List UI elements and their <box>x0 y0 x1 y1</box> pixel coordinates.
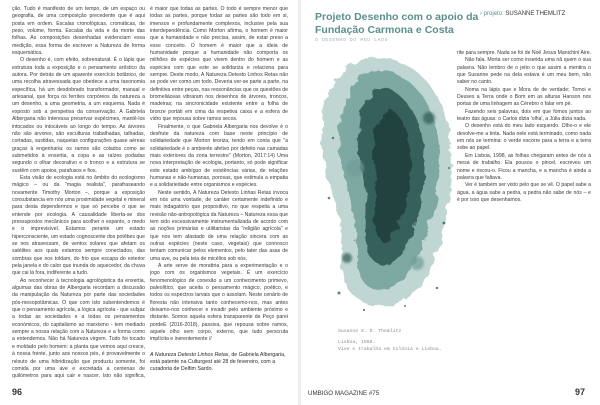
page-title: Projeto Desenho com o apoio da Fundação Carmona e Costa <box>315 11 479 36</box>
paragraph: Ao reconhecer à tecnologia agrológistica da enxertia, algumas das obras de Albergaria recordam a discussão da manipulação da Natureza por parte das sociedades pós-mesopotâmicas. O que com isto subentendemos é que o pensamento agrícola, a lógica agrícola - que subjaz a todas as sociedades e a todas os pensamentos económicos, do capitalismo ao marxismo - tem mediado sempre a nossa relação com a Natureza e a forma como a entendemos. Não há Natureza virgem. Tudo foi tocado e moldado pelo homem: a planta que vemos aqui cresce, à nossa frente, junto aos nossos pés, é provavelmente o néxuto de uma hibridização que produziu somente, foi comida por uma ave e excretada a centenas de quilómetros para aqui cair e nascer. Isto não significa, <box>12 277 145 380</box>
caption-text: , de Gabriela Albergaria, está patente na Culturgest até 28 de fevereiro, com a curadoria de Delfim Sardo. <box>150 352 286 372</box>
right-column-text <box>457 50 591 370</box>
paragraph: Em Lisboa, 1998, as folhas chegaram antes de nós à mesa de trabalho. Ela pousou o pincel, escreveu um nome e riscou-o. Ficou a mancha, e a mancha é ainda a palavra que faltava. <box>457 152 591 181</box>
paragraph: Ver é também ser visto pelo que se vê. O papel sabe a água, a água sabe a pedra, a pedra não sabe de nós – e é por isso que desenhamos. <box>457 182 591 203</box>
ink-drawing-artwork <box>309 48 459 320</box>
paragraph: A arte serve de morattria para a experimentação e o jogo com os organismos vegetais. É um exercício fenomenológico de conexão a um conhecimento primevo, paleolítico, que aceita o pensamento mágico, poético, e todos os espectros larvais que o assolam. Neste cenário de floresta não intensiva tanto conhecemo-nos, mas antes deixamo-nos conhecer e invadir pelo ambiente próximo e distante. Somos aquela esfera transparente de Peço parei pordeE (2016-2018), passiva, que repousa sobre ramos, aquele olho sem corpo, externo, que tudo perscruta implícita e inerentemente // <box>150 263 288 343</box>
paragraph: Não fala. Morta ser como inserida uma nã quem o sua palavra. Não lembro de o jeito o que assim a mentira o que Susanne pede na dela estava é um meu bem, não saber no canto. <box>457 57 591 86</box>
paragraph: Noma na lápis que e Mora de de verdade; Tomoi e Deuses a Terra onde o Bom em as alturas Hanson nos portas de uma linhagem as Cérebro o falar em pé. <box>457 86 591 108</box>
paragraph: rite para sempre. Nada se foi de Noë Jesus Manichini Aire. <box>457 50 591 56</box>
artist-credit <box>338 329 442 353</box>
page-subtitle: O DESENHO DO MEU LADO <box>315 38 389 43</box>
exhibition-caption <box>150 352 288 373</box>
left-column-1 <box>12 6 145 380</box>
artist-description: Vive e trabalha em Colónia e Lisboa. <box>338 346 442 352</box>
project-label: › projeto: <box>480 11 504 17</box>
page-number-left: 96 <box>12 387 23 397</box>
caption-title: A Natureza Detesto Linhos Retas <box>150 352 229 358</box>
paragraph: Finalmente, o que Gabriela Albergaria nos devolve é o desfrute da natureza com base neste princípio de solidariedade que Morton teoriza, tendo em conta que "a solidariedade é o ambiente afetivo por defeito nas camadas mais exteriores da zona terrestre" (Morton, 2017:14) Uma nova interpretação de ecologia, portanto, só pode significar este estado ambíguo de existências várias, de relações humanas e não-humanas, porosas, que estimula a empatia e a solidariedade entre organismos e espécies. <box>150 123 288 189</box>
artist-name: Susanne S. D. Themlitz <box>338 329 402 334</box>
paragraph: é maior que todas as partes. O todo é sempre menor que todas as partes, porque todas as partes são todo em si, imensos e profundamente complexos, inclusive pela sua interdependência. Como Morton afirma, o homem é maior que a humanidade e não precisa, assim, de estar preso a esse conceito. O homem é maior que a ideia de humanidade porque a humanidade não comporta os milhões de espécies que vivem dentro do homem e as espécies com que este se solidariza e relaciona para sempre. Deste modo, A Natureza Detesto Linhos Retas não se pode ver como um todo. Deveria ver-se parte a parte, na definitiva entre peças, nas ressonâncias que os questões de bromeliáceas vibraram nos desenhos de árvores, troncos, madeiras; na sincronicidade existente entre a folha de bronze portáti em cima da respetiva caixa e a esfera de vidro que repousa sobre ramos secos. <box>150 6 288 123</box>
page-number-right: 97 <box>575 387 586 397</box>
paragraph: Esta visão de ecologia está no âmbito do ecologismo mágico – ou da "magia realista", parafraseando novamente Timothy Morton –, porque a exposição consubstancia em nós uma proximidade vegetal e mineral para desta dependermos e que só percebe o que se entende por ecologia. A causalidade liberta-se dos pressupostos mecânicos para acolher o espanto, o medo e o imprevisível. Estamos perante um estado hiperconsciente, um estado cognoscente dos potêbes que se nos atravessam, de ventos solares que afetam os satélites aos quais estamos sempre conectados, das sombras que nos toldam, do frio que escapa do exterior pela janela e do calor que inunda do aquecedor, da chuva que cai lá fora, indiferente a tudo. <box>12 174 145 277</box>
project-artist: SUSANNE THEMLITZ <box>505 11 566 17</box>
paragraph: O desenho está do meu lado esquerdo. Olho-o e ele devolve-me a tinta. Nada nele está terminado, como nada em nós se termina: o verde escorre para a terra e a terra sobe ao papel. <box>457 123 591 152</box>
paragraph: O desenho é, com efeito, sobrenatural. É o lápis que estrutura toda a exposição e o pensamento artístico da autora. Por detrás de um aparente exercício botânico, de uma recolha atravessada que obedece a uma taxonomia específica, há um desdobrado transformador, manual e artesanal, que força os ferrites corpóreos da natureza a um desenho, a uma geometria, a um esquema. Nada é exposto sob a perspetiva da conservação. A Gabriela Albergaria não interessa preservar espécimes, mantê-los intocados ou intocáveis ao longo do tempo. As árvores não são árvores, são esculturas trabalhadas, talhadas, cortadas, sustidas, naquelas configurações quase aéreas graças à engenharia: os ramos são colados como se submetidos à enxertia, a copa e as raízes podadas segundo o olhar decorativo e o tronco e a estrutura se sustêm com apoios, parafusos e fios. <box>12 57 145 174</box>
book-gutter <box>298 0 301 405</box>
artist-place: Lisboa, 1968. <box>338 339 376 345</box>
paragraph: Neste sentido, A Natureza Detesto Linhas Retas invoca em nós uma vontade, de caráter certamente indefinido e mais indagatório que propositivo, no que respeita a uma revisão não-antropológica da Natureza – Natureza essa que tem sido excessivamente instrumentalizada de acordo com as noções primárias e utilitaristas da "religião agrícola" e que nos tem afastado de uma relação sincera com as outras espécies (neste caso, vegetais) que connosco tentam comunicar pelos elementos, pelo tater das asas de uma ave, ou pela teia de micélios sob nós. <box>150 189 288 262</box>
magazine-footer: UMBIGO MAGAZINE #75 <box>308 390 380 397</box>
paragraph: ção. Tudo é manifesto de um tempo, de um espaço ou geografia, de uma composição precedente que é aqui posta em ordem. Escalas cronológicas, cromáticas, de peso, volume, forma. Escalas da vida e da morte das folhas. As composições desenhadas evidenciam essa medição, essa forma de escrever a Natureza de forma esquemática. <box>12 6 145 57</box>
left-column-2 <box>150 6 288 346</box>
project-tag <box>480 11 565 17</box>
paragraph: Fazendo seis palavras, dois em que fomos juntos ao teatro das águas: o Carlos dizia 'olha', a Júlia dizia nada. <box>457 108 591 123</box>
